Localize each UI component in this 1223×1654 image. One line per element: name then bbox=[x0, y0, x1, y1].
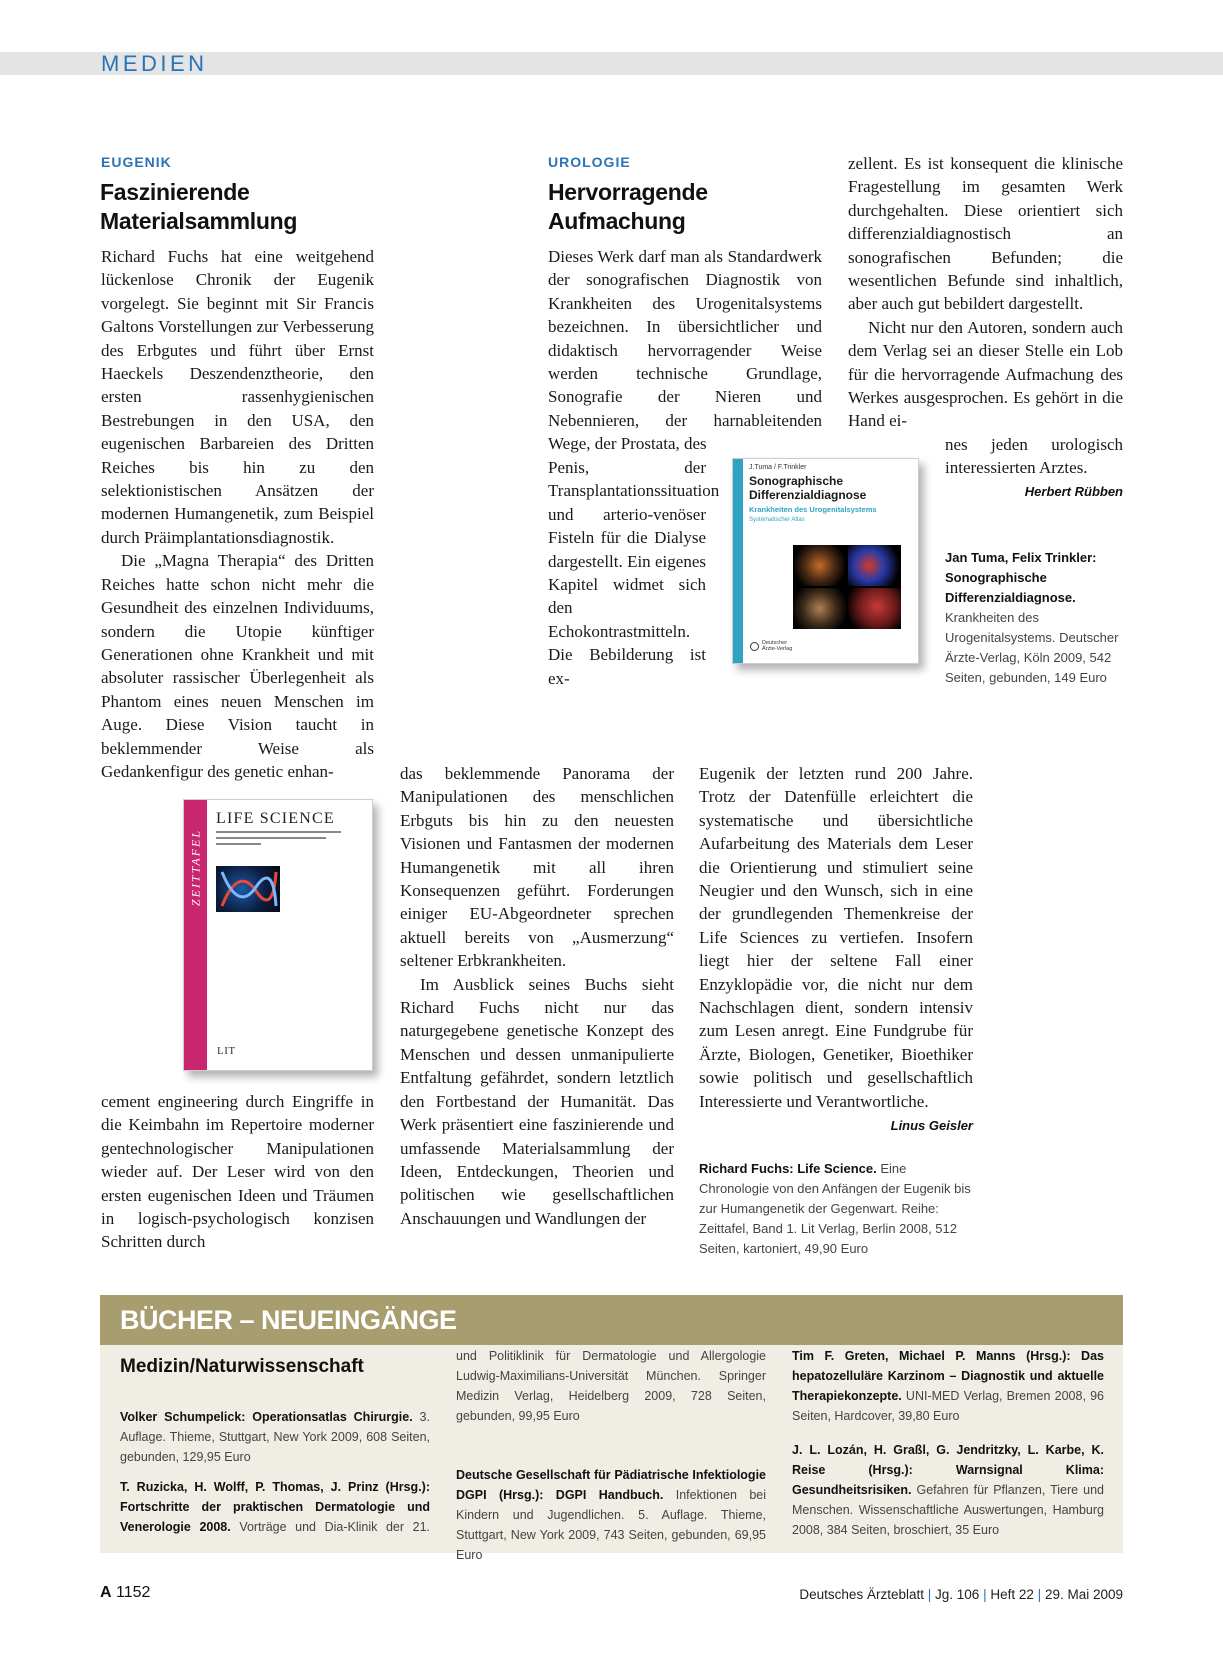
book-entry: T. Ruzicka, H. Wolff, P. Thomas, J. Prinz (Hrsg.): Fortschritte der praktischen Dermatologie und Venerologie 2008. Vorträge und Dia-Klinik der 21. bbox=[120, 1480, 430, 1534]
article2-reference-details: Krankheiten des Urogenitalsystems. Deutscher Ärzte-Verlag, Köln 2009, 542 Seiten, gebunden, 149 Euro bbox=[945, 610, 1119, 685]
article2-column1-top bbox=[548, 245, 822, 456]
book-entry: Tim F. Greten, Michael P. Manns (Hrsg.): Das hepatozelluläre Karzinom – Diagnostik und aktuelle Therapiekonzepte. UNI-MED Verlag, Bremen 2008, 96 Seiten, Hardcover, 39,80 Euro bbox=[792, 1349, 1104, 1423]
books-category: Medizin/Naturwissenschaft bbox=[120, 1356, 364, 1377]
cover-title: LIFE SCIENCE bbox=[216, 810, 335, 827]
dna-image bbox=[216, 866, 280, 912]
article1-kicker: EUGENIK bbox=[101, 154, 172, 170]
article1-title-line2: Materialsammlung bbox=[100, 208, 298, 234]
article1-paragraph6: Eugenik der letzten rund 200 Jahre. Trotz der Datenfülle erleichtert die systematische und übersichtliche Aufarbeitung des Materials dem Leser die Orientierung und stimuliert seine Neugier und den Wunsch, sich in eine der grundlegenden Themenkreise der Life Sciences zu vertiefen. Insofern liegt hier der seltene Fall einer Enzyklopädie vor, die nicht nur dem Nachschlagen dient, sondern intensiv zum Lesen anregt. Eine Fundgrube für Ärzte, Biologen, Genetiker, Bioethiker sowie politisch und gesellschaftlich Interessierte und Verantwortliche. bbox=[699, 764, 973, 1111]
cover-accent-bar bbox=[733, 459, 743, 663]
article2-kicker: UROLOGIE bbox=[548, 154, 631, 170]
article1-column1-top bbox=[101, 245, 374, 783]
journal-name: Deutsches Ärzteblatt bbox=[799, 1587, 924, 1602]
article1-reference bbox=[699, 1159, 973, 1259]
books-column2 bbox=[456, 1346, 766, 1446]
page-number bbox=[100, 1584, 150, 1602]
footer-separator: | bbox=[1037, 1587, 1042, 1602]
article2-column1-bottom bbox=[548, 456, 720, 690]
sonographie-book-cover bbox=[732, 458, 919, 664]
journal-volume: Jg. 106 bbox=[935, 1587, 980, 1602]
article2-paragraph1b: Penis, der Transplantationssituation und arterio-venöser Fisteln für die Dialyse dargestellt. Ein eigenes Kapitel widmet sich den Echokontrastmitteln. Die Bebilderung ist ex- bbox=[548, 458, 720, 688]
ultrasound-images bbox=[793, 545, 901, 629]
cover-title-line2: Differenzialdiagnose bbox=[749, 488, 867, 502]
books-banner bbox=[100, 1295, 1123, 1345]
article1-paragraph3: cement engineering durch Eingriffe in die Keimbahn im Repertoire moderner gentechnologischer Manipulationen wieder auf. Der Leser wird von den ersten eugenischen Ideen und Träumen in logisch-psychologisch konzisen Schritten durch bbox=[101, 1092, 374, 1252]
article2-paragraph2b: nes jeden urologisch interessierten Arztes. bbox=[945, 435, 1123, 478]
article2-column2-top bbox=[848, 152, 1123, 433]
article1-paragraph2: Die „Magna Therapia“ des Dritten Reiches hatte schon nicht mehr die Gesundheit des einzelnen Individuums, sondern die Utopie künftiger Generationen ohne Krankheit und mit absoluter rassischer Überlegenheit als Phantom eines neuen Menschen im Auge. Diese Vision taucht in beklemmender Weise als Gedankenfigur des genetic enhan- bbox=[101, 551, 374, 781]
books-banner-title: BÜCHER – NEUEINGÄNGE bbox=[120, 1305, 457, 1335]
journal-date: 29. Mai 2009 bbox=[1044, 1587, 1123, 1602]
footer-separator: | bbox=[927, 1587, 932, 1602]
article2-signature: Herbert Rübben bbox=[1024, 484, 1123, 499]
book-entry: Volker Schumpelick: Operationsatlas Chirurgie. 3. Auflage. Thieme, Stuttgart, New York 2009, 608 Seiten, gebunden, 129,95 Euro bbox=[120, 1410, 430, 1464]
cover-publisher bbox=[762, 640, 792, 652]
article2-paragraph1a: Dieses Werk darf man als Standardwerk der sonografischen Diagnostik von Krankheiten des Urogenitalsystems bezeichnen. In übersichtlicher und didaktisch hervorragender Weise werden technische Grundlage, Sonografie der Nieren und Nebennieren, der harnableitenden Wege, der Prostata, des bbox=[548, 247, 822, 454]
cover-subtitle: Krankheiten des Urogenitalsystems bbox=[749, 505, 877, 514]
cover-spine-label: ZEITTAFEL bbox=[188, 828, 203, 907]
page-prefix: A bbox=[100, 1584, 112, 1601]
article1-paragraph5: Im Ausblick seines Buchs sieht Richard Fuchs nicht nur das naturgegebene genetische Konzept des Menschen und dessen unmanipulierte Entfaltung gefährdet, sondern letztlich den Fortbestand der Humanität. Das Werk präsentiert eine faszinierende und umfassende Materialsammlung der Ideen, Entdeckungen, Theorien und politischen wie gesellschaftlichen Anschauungen und Wandlungen der bbox=[400, 974, 674, 1228]
book-entry: Deutsche Gesellschaft für Pädiatrische Infektiologie DGPI (Hrsg.): DGPI Handbuch. Infektionen bei Kindern und Jugendlichen. 5. Auflage. Thieme, Stuttgart, New York 2009, 743 Seiten, gebunden, 69,95 Euro bbox=[456, 1468, 766, 1562]
article2-reference bbox=[945, 548, 1123, 688]
life-science-book-cover bbox=[183, 799, 373, 1071]
article2-paragraph1c: zellent. Es ist konsequent die klinische Fragestellung im gesamten Werk durchgehalten. Diese orientiert sich differenzialdiagnostisch an sonografischen Befunden; die wesentlichen Befunde sind inhaltlich, aber auch gut bebildert dargestellt. bbox=[848, 154, 1123, 314]
article1-title-line1: Faszinierende bbox=[100, 179, 250, 205]
cover-subtitle2: Systematischer Atlas bbox=[749, 517, 805, 523]
article1-reference-details: Eine Chronologie von den Anfängen der Eugenik bis zur Humangenetik der Gegenwart. Reihe: Zeittafel, Band 1. Lit Verlag, Berlin 2008, 512 Seiten, kartoniert, 49,90 Euro bbox=[699, 1161, 971, 1256]
article2-paragraph2a: Nicht nur den Autoren, sondern auch dem Verlag sei an dieser Stelle ein Lob für die hervorragende Aufmachung des Werkes ausgesprochen. Es gehört in die Hand ei- bbox=[848, 317, 1123, 431]
dna-helix-icon bbox=[216, 866, 280, 912]
article2-column2-wrap bbox=[945, 433, 1123, 480]
cover-publisher-line2: Ärzte-Verlag bbox=[762, 646, 793, 652]
article1-reference-title: Richard Fuchs: Life Science. bbox=[699, 1161, 877, 1176]
journal-issue: Heft 22 bbox=[990, 1587, 1034, 1602]
book-entry-continued: und Politiklinik für Dermatologie und Allergologie Ludwig-Maximilians-Universität München. Springer Medizin Verlag, Heidelberg 2009, 728 Seiten, gebunden, 99,95 Euro bbox=[456, 1349, 766, 1423]
article1-column3 bbox=[699, 762, 973, 1113]
cover-subtitle-lines bbox=[216, 831, 346, 845]
footer-separator: | bbox=[983, 1587, 987, 1602]
books-column3 bbox=[792, 1346, 1104, 1540]
article1-paragraph4: das beklemmende Panorama der Manipulationen des menschlichen Erbguts bis hin zu den neuesten Visionen und Fantasmen der modernen Humangenetik mit all ihren Konsequenzen geführt. Forderungen einiger EU-Abgeordneter sprechen aktuell bereits von „Ausmerzung“ seltener Erbkrankheiten. bbox=[400, 764, 674, 971]
page-number-value: 1152 bbox=[116, 1584, 151, 1601]
article1-column2 bbox=[400, 762, 674, 1230]
publisher-logo-icon bbox=[750, 642, 759, 651]
cover-publisher-line1: Deutscher bbox=[762, 640, 788, 646]
article1-column1-bottom bbox=[101, 1090, 374, 1254]
article1-paragraph1: Richard Fuchs hat eine weitgehend lückenlose Chronik der Eugenik vorgelegt. Sie beginnt mit Sir Francis Galtons Vorstellungen zur Verbesserung des Erbgutes und führt über Ernst Haeckels Deszendenztheorie, den ersten rassenhygienischen Bestrebungen in den USA, den eugenischen Barbareien des Dritten Reiches bis hin zu den selektionistischen Ansätzen der modernen Humangenetik, zum Beispiel durch Präimplantationsdiagnostik. bbox=[101, 247, 374, 547]
journal-footer bbox=[799, 1587, 1123, 1602]
article2-title-line2: Aufmachung bbox=[548, 208, 686, 234]
cover-authors: J.Tuma / F.Trinkler bbox=[749, 464, 807, 471]
article2-title-line1: Hervorragende bbox=[548, 179, 708, 205]
cover-publisher: LIT bbox=[217, 1045, 236, 1057]
book-entry: J. L. Lozán, H. Graßl, G. Jendritzky, L. Karbe, K. Reise (Hrsg.): Warnsignal Klima: Gesundheitsrisiken. Gefahren für Pflanzen, Tiere und Menschen. Wissenschaftliche Auswertungen, Hamburg 2008, 384 Seiten, broschiert, 35 Euro bbox=[792, 1443, 1104, 1537]
books-column2-b bbox=[456, 1465, 766, 1565]
books-column1 bbox=[120, 1407, 430, 1537]
section-title: MEDIEN bbox=[101, 51, 208, 76]
cover-title-line1: Sonographische bbox=[749, 474, 844, 488]
article2-reference-title: Jan Tuma, Felix Trinkler: Sonographische Differenzialdiagnose. bbox=[945, 550, 1097, 605]
article1-signature: Linus Geisler bbox=[890, 1118, 973, 1133]
